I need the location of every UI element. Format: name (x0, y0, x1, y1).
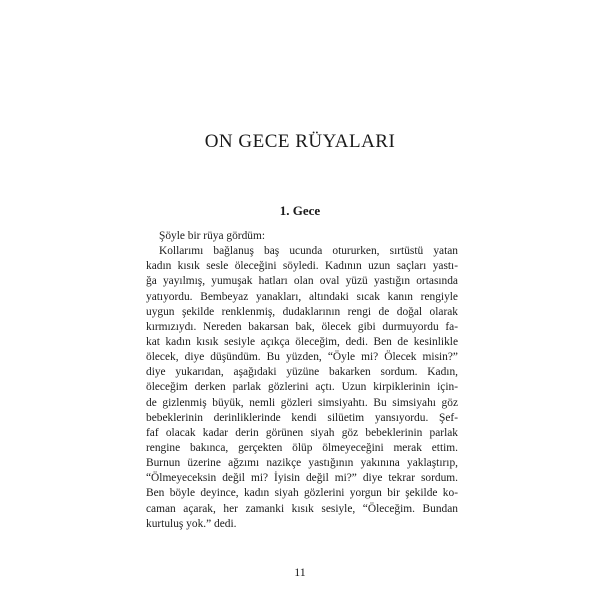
text-line: Burnun üzerine ağzımı nazikçe yastığının yakınına yaklaştırıp, (146, 457, 458, 470)
text-line: “Ölmeyeceksin değil mi? İyisin değil mi?” diye tekrar sordum. (146, 472, 458, 485)
text-line: ölecek, diye düşündüm. Bu yüzden, “Öyle mi? Ölecek misin?” (146, 351, 458, 364)
chapter-title: ON GECE RÜYALARI (204, 131, 396, 152)
text-line: kurtuluş yok.” dedi. (146, 517, 237, 530)
text-line: Ben böyle deyince, kadın siyah gözlerini yorgun bir şekilde ko- (146, 487, 458, 500)
text-line: bebeklerinin derinliklerinde kendi silüetim yansıyordu. Şef- (146, 411, 458, 424)
text-line: faf olacak kadar derin görünen siyah göz bebeklerinin parlak (146, 426, 458, 439)
text-line: ğa yayılmış, yumuşak hatları olan oval yüzü yastığın ortasında (146, 275, 458, 288)
page-number: 11 (294, 565, 306, 579)
text-line: caman açarak, her zamanki kısık sesiyle, “Öleceğim. Bundan (146, 502, 458, 515)
text-line: rengine bakınca, gerçekten ölüp ölmeyeceğini merak ettim. (146, 441, 458, 454)
text-line: Kollarımı bağlanuş baş ucunda otururken, sırtüstü yatan (159, 245, 458, 258)
text-line: kırmızıydı. Nereden bakarsan bak, ölecek gibi durmuyordu fa- (146, 320, 458, 333)
text-line: öleceğim derken parlak gözlerini açtı. Uzun kirpiklerinin için- (146, 381, 458, 394)
text-line: diye yukarıdan, aşağıdaki yüzüne bakarken sordum. Kadın, (146, 366, 458, 379)
text-line: uygun şekilde renklenmiş, dudaklarının rengi de doğal olarak (146, 305, 458, 318)
text-line: de gizlenmiş büyük, nemli gözleri simsiyahtı. Bu simsiyahı göz (146, 396, 458, 409)
text-line: kadın kısık sesle öleceğini söyledi. Kadının uzun saçları yastı- (146, 260, 458, 273)
body-text (146, 229, 458, 532)
text-line: kat kadın kısık sesiyle açıkça öleceğim, dedi. Ben de kesinlikle (146, 335, 458, 348)
section-title: 1. Gece (279, 203, 321, 218)
text-line: Şöyle bir rüya gördüm: (159, 230, 265, 242)
text-line: yatıyordu. Bembeyaz yanakları, altındaki sıcak kanın rengiyle (146, 290, 458, 303)
